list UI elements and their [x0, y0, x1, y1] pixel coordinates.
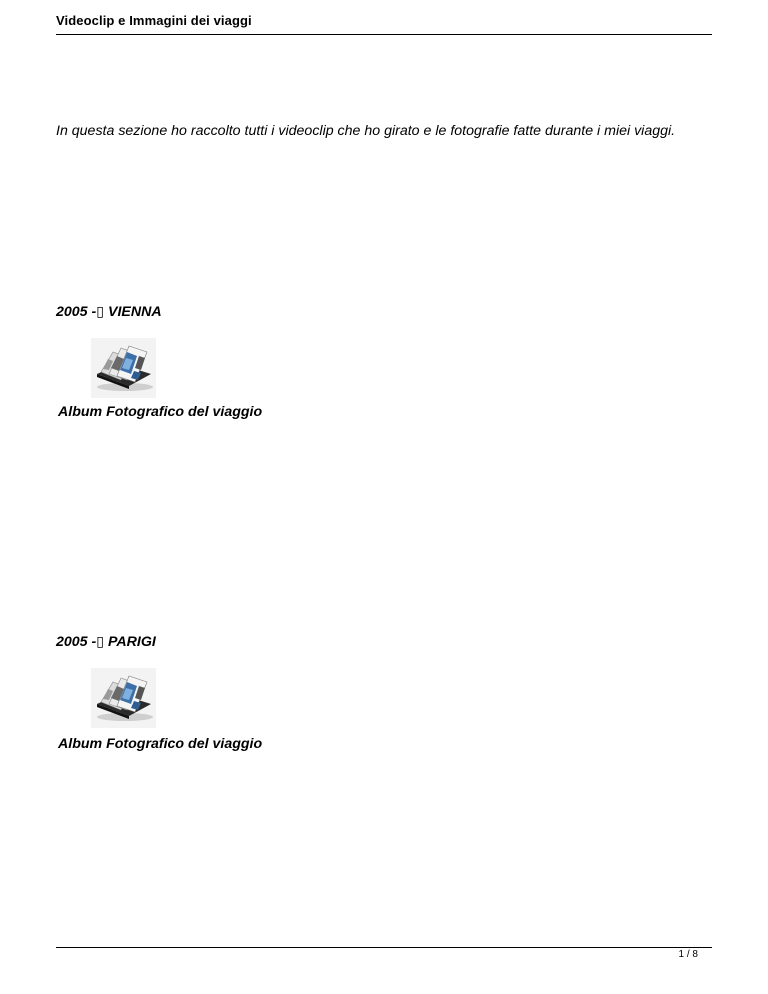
- section-heading-vienna: 2005 -▯ VIENNA: [56, 304, 162, 320]
- page-footer: [56, 947, 712, 960]
- photo-album-icon[interactable]: [91, 338, 156, 398]
- photo-album-icon[interactable]: [91, 668, 156, 728]
- album-link-vienna[interactable]: Album Fotografico del viaggio: [58, 404, 263, 420]
- album-link-parigi[interactable]: Album Fotografico del viaggio: [58, 736, 263, 752]
- page-number: 1 / 8: [678, 949, 698, 960]
- page-header-title: Videoclip e Immagini dei viaggi: [56, 13, 252, 28]
- page-header: [56, 12, 712, 35]
- intro-paragraph: In questa sezione ho raccolto tutti i videoclip che ho girato e le fotografie fatte durante i miei viaggi.: [56, 123, 676, 139]
- section-heading-parigi: 2005 -▯ PARIGI: [56, 634, 156, 650]
